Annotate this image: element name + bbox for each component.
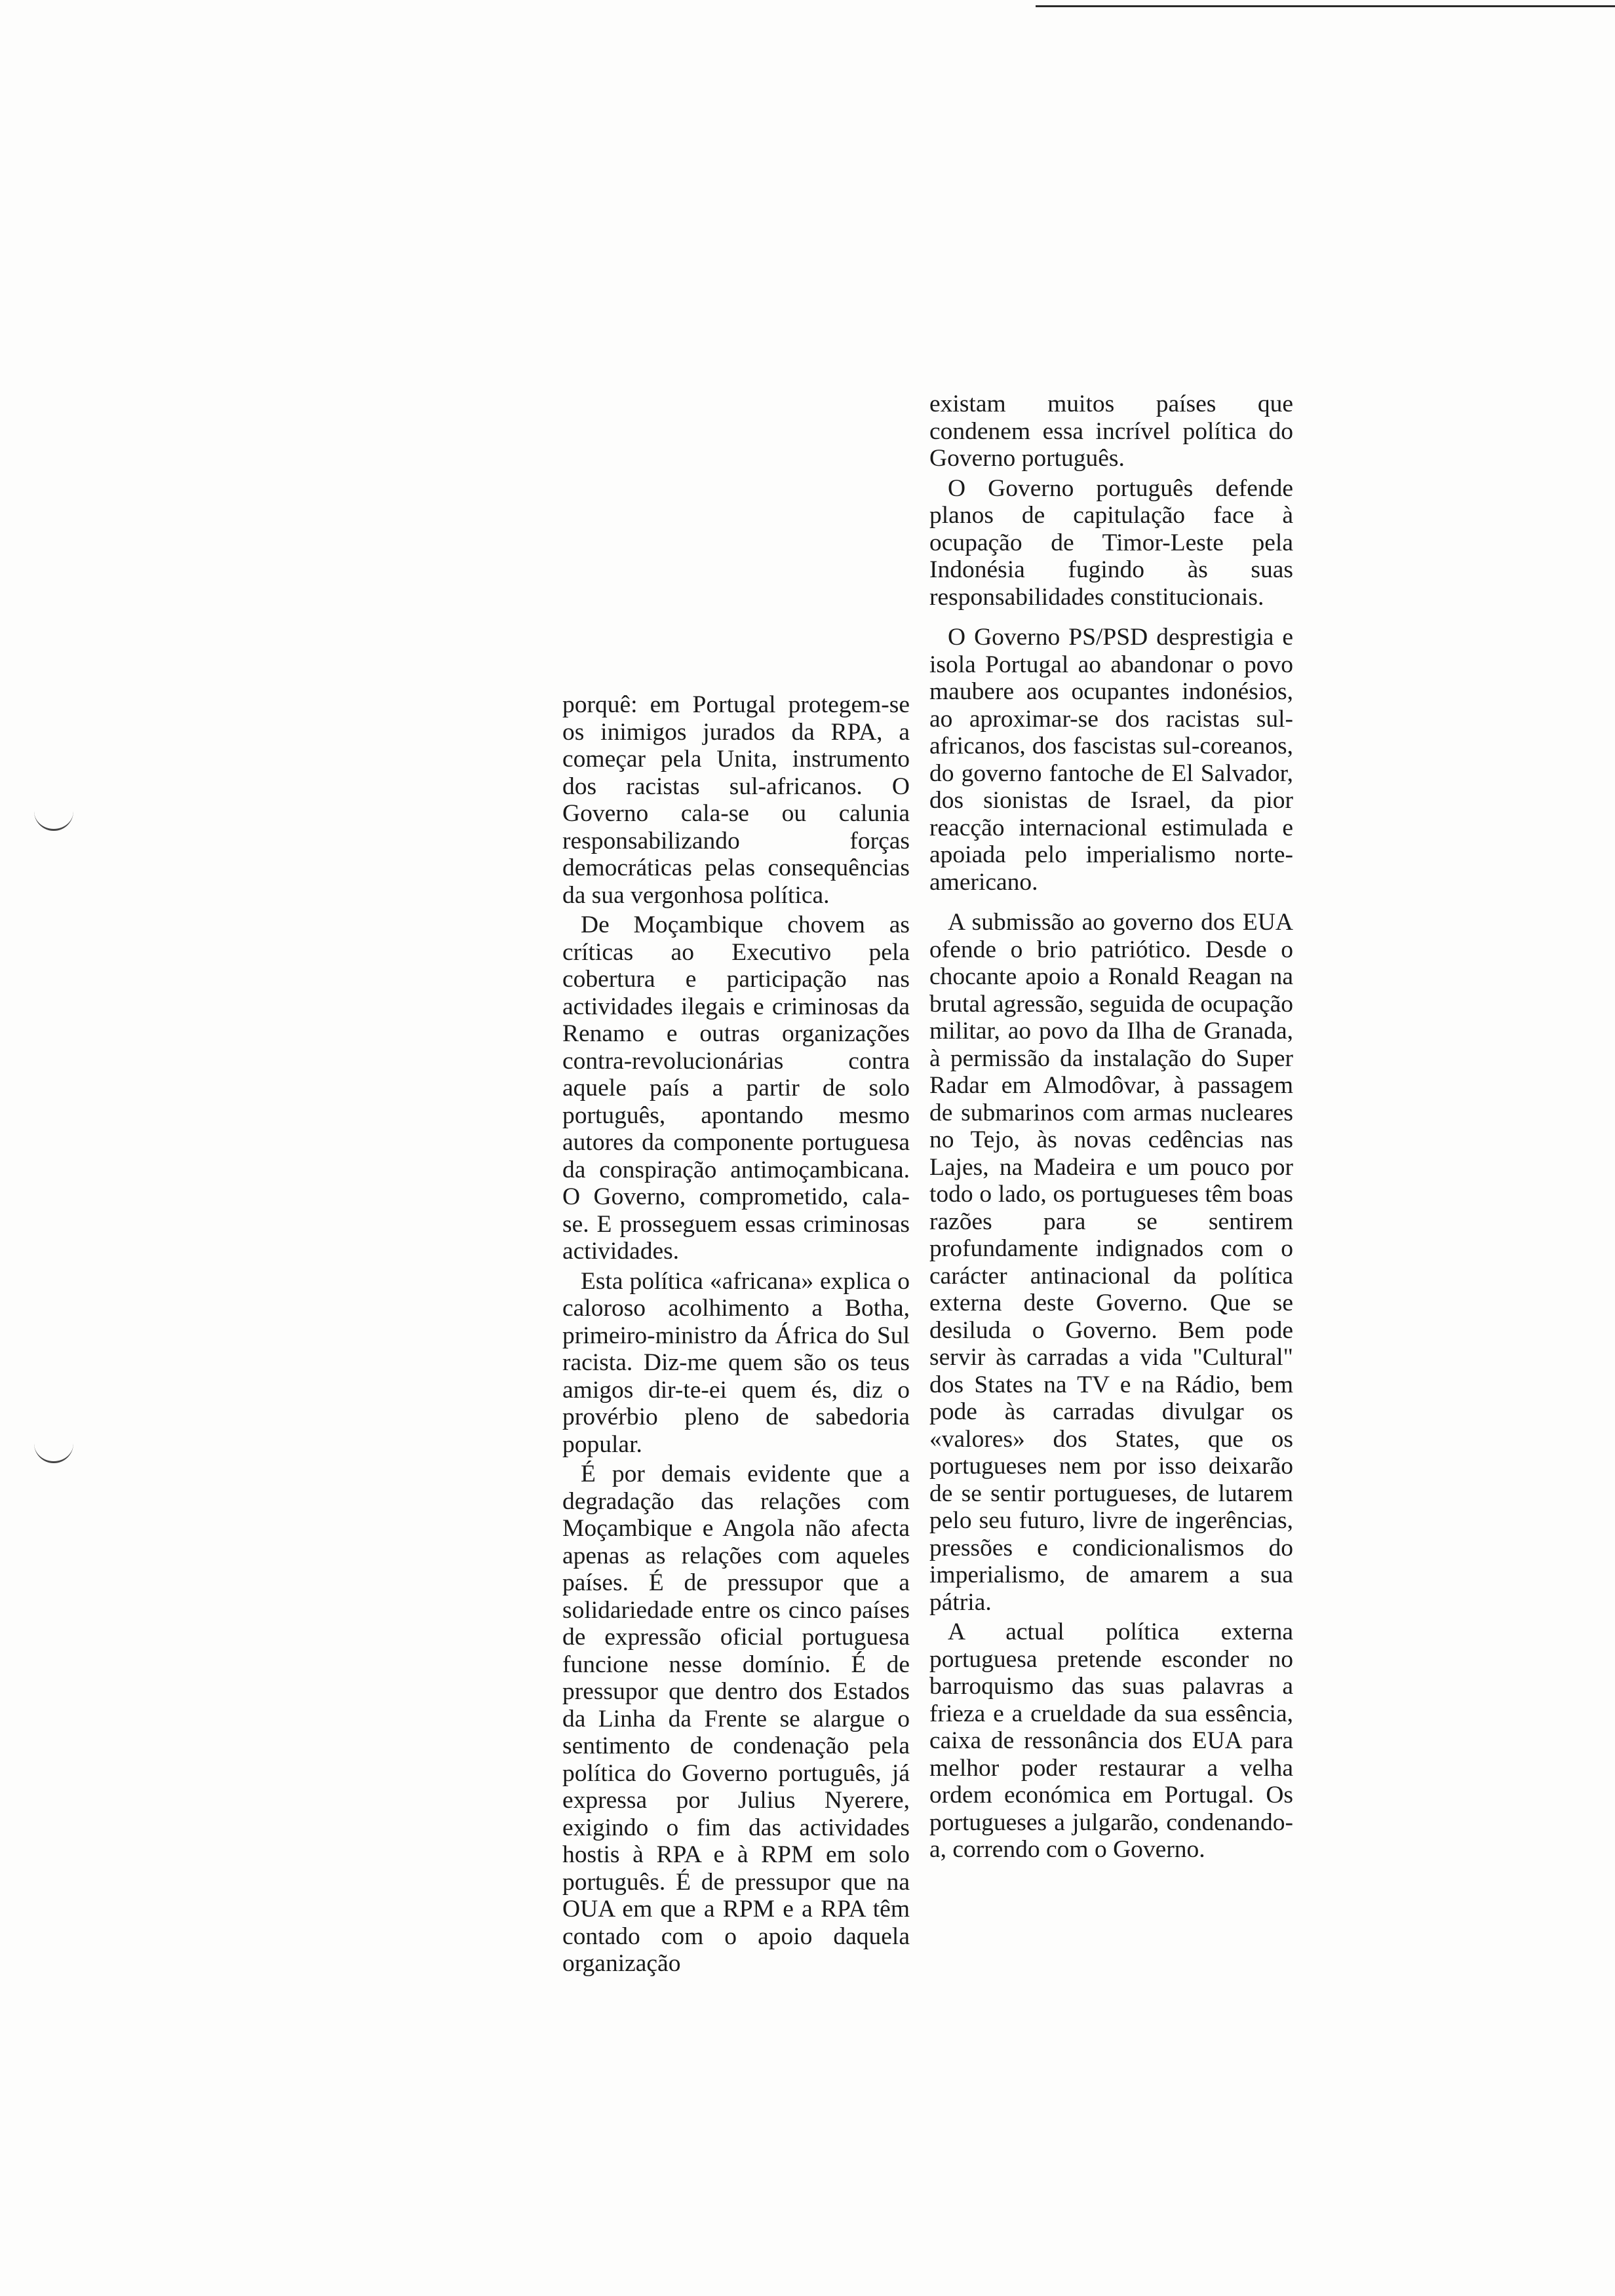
paragraph: O Governo português defende planos de capitulação face à ocupação de Timor-Leste pela Indonésia fugindo às suas responsabilidades constitucionais. <box>929 474 1293 611</box>
article-right-column <box>929 391 1293 1866</box>
punch-hole-mark-lower <box>34 1442 73 1463</box>
paragraph: É por demais evidente que a degradação das relações com Moçambique e Angola não afecta apenas as relações com aqueles países. É de pressupor que a solidariedade entre os cinco países de expressão oficial portuguesa funcione nesse domínio. É de pressupor que dentro dos Estados da Linha da Frente se alargue o sentimento de condenação pela política do Governo português, já expressa por Julius Nyerere, exigindo o fim das actividades hostis à RPA e à RPM em solo português. É de pressupor que na OUA em que a RPM e a RPA têm contado com o apoio daquela organização <box>562 1461 910 1977</box>
punch-hole-mark-upper <box>34 809 73 831</box>
paragraph: Esta política «africana» explica o caloroso acolhimento a Botha, primeiro-ministro da África do Sul racista. Diz-me quem são os teus amigos dir-te-ei quem és, diz o provérbio pleno de sabedoria popular. <box>562 1267 910 1458</box>
paragraph: A submissão ao governo dos EUA ofende o brio patriótico. Desde o chocante apoio a Ronald Reagan na brutal agressão, seguida de ocupação militar, ao povo da Ilha de Granada, à permissão da instalação do Super Radar em Almodôvar, à passagem de submarinos com armas nucleares no Tejo, às novas cedências nas Lajes, na Madeira e um pouco por todo o lado, os portugueses têm boas razões para se sentirem profundamente indignados com o carácter antinacional da política externa deste Governo. Que se desiluda o Governo. Bem pode servir às carradas a vida "Cultural" dos States na TV e na Rádio, bem pode às carradas divulgar os «valores» dos States, que os portugueses nem por isso deixarão de se sentir portugueses, de lutarem pelo seu futuro, livre de ingerências, pressões e condicionalismos do imperialismo, de amarem a sua pátria. <box>929 909 1293 1616</box>
paragraph: De Moçambique chovem as críticas ao Executivo pela cobertura e participação nas actividades ilegais e criminosas da Renamo e outras organizações contra-revolucionárias contra aquele país a partir de solo português, apontando mesmo autores da componente portuguesa da conspiração antimoçambicana. O Governo, comprometido, cala-se. E prosseguem essas criminosas actividades. <box>562 911 910 1265</box>
top-rule <box>1036 5 1615 7</box>
paragraph: A actual política externa portuguesa pretende esconder no barroquismo das suas palavras a frieza e a crueldade da sua essência, caixa de ressonância dos EUA para melhor poder restaurar a velha ordem económica em Portugal. Os portugueses a julgarão, condenando-a, correndo com o Governo. <box>929 1618 1293 1863</box>
paragraph: O Governo PS/PSD desprestigia e isola Portugal ao abandonar o povo maubere aos ocupantes indonésios, ao aproximar-se dos racistas sul-africanos, dos fascistas sul-coreanos, do governo fantoche de El Salvador, dos sionistas de Israel, da pior reacção internacional estimulada e apoiada pelo imperialismo norte-americano. <box>929 624 1293 896</box>
article-left-column <box>562 691 910 1980</box>
paragraph: existam muitos países que condenem essa incrível política do Governo português. <box>929 391 1293 472</box>
paragraph: porquê: em Portugal protegem-se os inimigos jurados da RPA, a começar pela Unita, instrumento dos racistas sul-africanos. O Governo cala-se ou calunia responsabilizando forças democráticas pelas consequências da sua vergonhosa política. <box>562 691 910 909</box>
